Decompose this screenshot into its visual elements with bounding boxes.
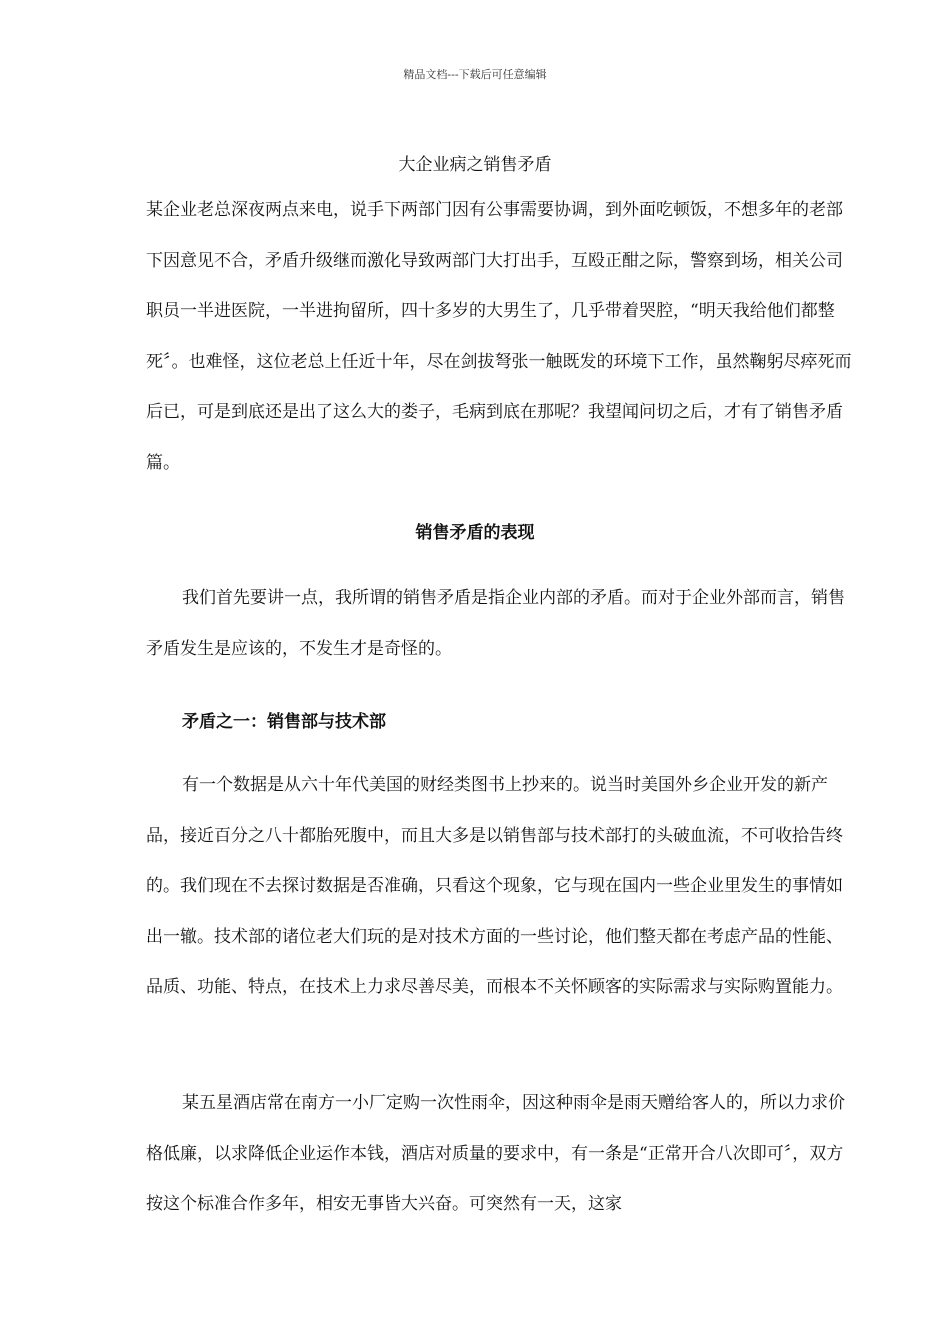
paragraph-hotel-umbrella: 某五星酒店常在南方一小厂定购一次性雨伞，因这种雨伞是雨天赠给客人的，所以力求价格低廉，以求降低企业运作本钱，酒店对质量的要求中，有一条是“正常开合八次即可〞，双方按这个标准合作多年，相安无事皆大兴奋。可突然有一天，这家 [146, 1093, 845, 1214]
paragraph-tech-department: 有一个数据是从六十年代美国的财经类图书上抄来的。说当时美国外乡企业开发的新产品，接近百分之八十都胎死腹中，而且大多是以销售部与技术部打的头破血流，不可收拾告终的。我们现在不去探讨数据是否准确，只看这个现象，它与现在国内一些企业里发生的事情如出一辙。技术部的诸位老大们玩的是对技术方面的一些讨论，他们整天都在考虑产品的性能、品质、功能、特点，在技术上力求尽善尽美，而根本不关怀顾客的实际需求与实际购置能力。 [146, 775, 843, 997]
header-note: 精品文档---下载后可任意编辑 [403, 68, 547, 81]
section-heading: 销售矛盾的表现 [415, 523, 535, 543]
intro-paragraph: 某企业老总深夜两点来电，说手下两部门因有公事需要协调，到外面吃顿饭，不想多年的老部下因意见不合，矛盾升级继而激化导致两部门大打出手，互殴正酣之际，警察到场，相关公司职员一半进医院，一半进拘留所，四十多岁的大男生了，几乎带着哭腔，“明天我给他们都整死〞。也难怪，这位老总上任近十年，尽在剑拔弩张一触既发的环境下工作，虽然鞠躬尽瘁死而后已，可是到底还是出了这么大的娄子，毛病到底在那呢？我望闻问切之后，才有了销售矛盾篇。 [146, 200, 852, 473]
section-paragraph: 我们首先要讲一点，我所谓的销售矛盾是指企业内部的矛盾。而对于企业外部而言，销售矛盾发生是应该的，不发生才是奇怪的。 [146, 588, 845, 659]
subheading-sales-vs-tech: 矛盾之一：销售部与技术部 [182, 712, 386, 732]
document-title: 大企业病之销售矛盾 [398, 155, 552, 175]
